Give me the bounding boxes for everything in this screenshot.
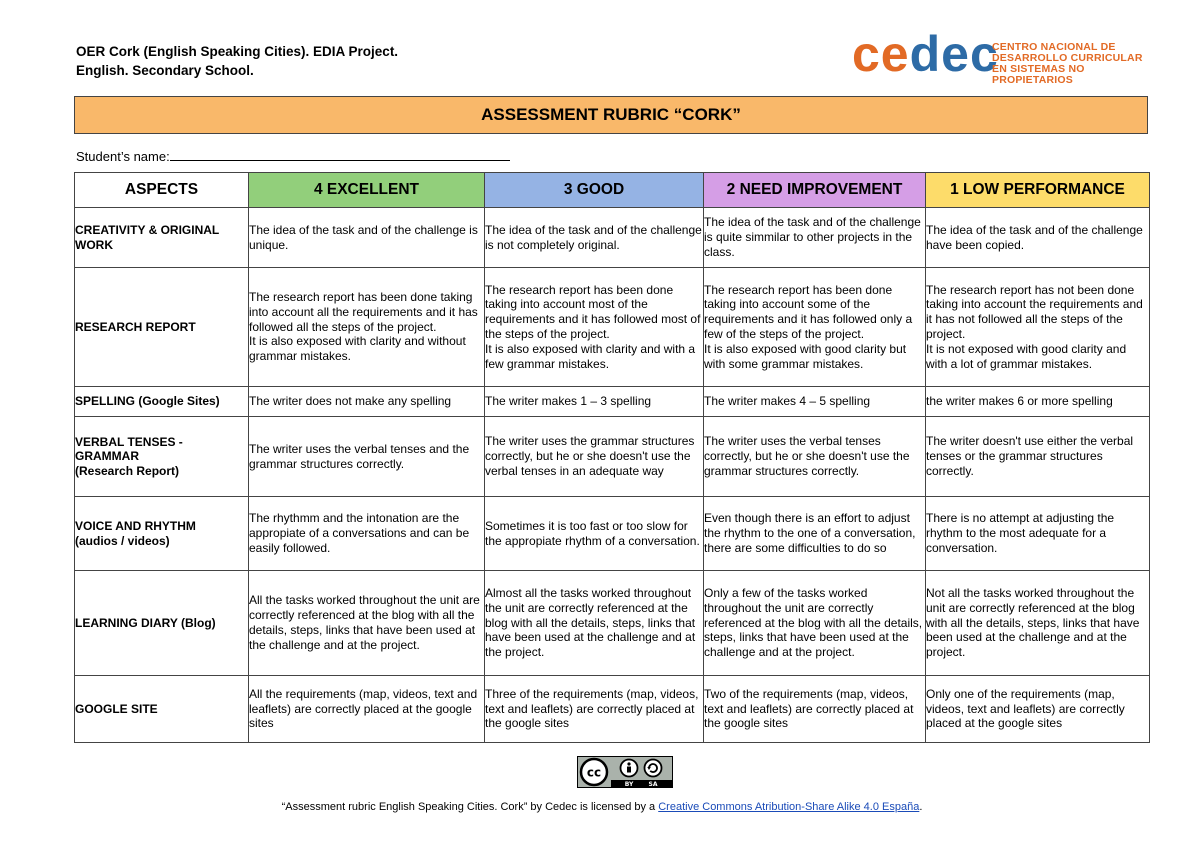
cedec-logo-word — [852, 26, 999, 82]
criteria-cell: The idea of the task and of the challenge is unique. — [249, 208, 485, 268]
student-name-field — [76, 148, 510, 164]
criteria-cell: The rhythmm and the intonation are the appropiate of a conversations and can be easily followed. — [249, 497, 485, 571]
cc-by-sa-badge — [577, 756, 673, 788]
rubric-title: ASSESSMENT RUBRIC “CORK” — [74, 96, 1148, 134]
logo-text-line3: EN SISTEMAS NO PROPIETARIOS — [992, 63, 1085, 86]
criteria-cell: The research report has not been done taking into account the requirements and it has not followed all the steps of the project. It is not exposed with good clarity and with a lot of grammar mistakes. — [926, 268, 1150, 387]
criteria-cell: The writer uses the verbal tenses correctly, but he or she doesn't use the grammar structures correctly. — [704, 417, 926, 497]
aspect-cell: CREATIVITY & ORIGINAL WORK — [75, 208, 249, 268]
column-header-aspects: ASPECTS — [75, 173, 249, 208]
criteria-cell: The idea of the task and of the challenge is not completely original. — [485, 208, 704, 268]
criteria-cell: Even though there is an effort to adjust the rhythm to the one of a conversation, there are some difficulties to do so — [704, 497, 926, 571]
criteria-cell: The research report has been done taking into account most of the requirements and it has followed most of the steps of the project. It is also exposed with clarity and with a few grammar mistakes. — [485, 268, 704, 387]
table-row — [75, 571, 1150, 676]
criteria-cell: Three of the requirements (map, videos, text and leaflets) are correctly placed at the google sites — [485, 676, 704, 743]
criteria-cell: Only a few of the tasks worked throughout the unit are correctly referenced at the blog with all the details, steps, links that have been used at the challenge and at the project. — [704, 571, 926, 676]
logo-word-part2: dec — [909, 26, 999, 82]
criteria-cell: Almost all the tasks worked throughout the unit are correctly referenced at the blog with all the details, steps, links that have been used at the challenge and at the project. — [485, 571, 704, 676]
by-label: BY — [624, 781, 634, 788]
column-header-excellent: 4 EXCELLENT — [249, 173, 485, 208]
criteria-cell: The research report has been done taking into account some of the requirements and it has followed only a few of the steps of the project. It is also exposed with good clarity but with some grammar mistakes. — [704, 268, 926, 387]
cedec-logo — [852, 26, 1152, 86]
aspect-cell: LEARNING DIARY (Blog) — [75, 571, 249, 676]
criteria-cell: The writer makes 4 – 5 spelling — [704, 387, 926, 417]
license-text: “Assessment rubric English Speaking Cities. Cork” by Cedec is licensed by a — [281, 801, 659, 813]
header-line-school: English. Secondary School. — [76, 63, 254, 78]
cedec-logo-text — [992, 42, 1152, 86]
table-row — [75, 497, 1150, 571]
criteria-cell: The research report has been done taking into account all the requirements and it has followed all the steps of the project. It is also exposed with clarity and without grammar mistakes. — [249, 268, 485, 387]
rubric-table — [74, 172, 1150, 743]
criteria-cell: Not all the tasks worked throughout the unit are correctly referenced at the blog with all the details, steps, links that have been used at the challenge and at the project. — [926, 571, 1150, 676]
logo-text-line2: DESARROLLO CURRICULAR — [992, 52, 1143, 64]
license-link[interactable]: Creative Commons Atribution-Share Alike 4.0 España — [658, 801, 920, 813]
aspect-cell: VERBAL TENSES - GRAMMAR (Research Report) — [75, 417, 249, 497]
document-header — [76, 42, 398, 80]
column-header-good: 3 GOOD — [485, 173, 704, 208]
aspect-cell: VOICE AND RHYTHM (audios / videos) — [75, 497, 249, 571]
criteria-cell: There is no attempt at adjusting the rhythm to the most adequate for a conversation. — [926, 497, 1150, 571]
student-name-label: Student’s name: — [76, 149, 170, 164]
criteria-cell: The idea of the task and of the challenge is quite simmilar to other projects in the class. — [704, 208, 926, 268]
criteria-cell: The writer uses the verbal tenses and the grammar structures correctly. — [249, 417, 485, 497]
column-header-low-performance: 1 LOW PERFORMANCE — [926, 173, 1150, 208]
criteria-cell: The writer does not make any spelling — [249, 387, 485, 417]
table-row — [75, 676, 1150, 743]
header-line-project: OER Cork (English Speaking Cities). EDIA Project. — [76, 44, 399, 59]
criteria-cell: Only one of the requirements (map, videos, text and leaflets) are correctly placed at the google sites — [926, 676, 1150, 743]
criteria-cell: The writer doesn't use either the verbal tenses or the grammar structures correctly. — [926, 417, 1150, 497]
criteria-cell: Two of the requirements (map, videos, text and leaflets) are correctly placed at the google sites — [704, 676, 926, 743]
aspect-cell: RESEARCH REPORT — [75, 268, 249, 387]
license-footer — [0, 801, 1204, 813]
cc-icon-label: cc — [586, 765, 602, 780]
logo-text-line1: CENTRO NACIONAL DE — [992, 41, 1116, 53]
table-row — [75, 268, 1150, 387]
sa-share-alike-icon — [645, 760, 662, 777]
logo-word-part1: ce — [852, 26, 910, 82]
criteria-cell: The idea of the task and of the challenge have been copied. — [926, 208, 1150, 268]
aspect-cell: GOOGLE SITE — [75, 676, 249, 743]
license-end: . — [919, 801, 923, 813]
aspect-cell: SPELLING (Google Sites) — [75, 387, 249, 417]
criteria-cell: The writer uses the grammar structures correctly, but he or she doesn't use the verbal tenses in an adequate way — [485, 417, 704, 497]
sa-label: SA — [648, 781, 658, 788]
criteria-cell: the writer makes 6 or more spelling — [926, 387, 1150, 417]
criteria-cell: All the requirements (map, videos, text and leaflets) are correctly placed at the google sites — [249, 676, 485, 743]
criteria-cell: All the tasks worked throughout the unit are correctly referenced at the blog with all the details, steps, links that have been used at the challenge and at the project. — [249, 571, 485, 676]
student-name-blank[interactable] — [170, 148, 510, 161]
column-header-need-improvement: 2 NEED IMPROVEMENT — [704, 173, 926, 208]
table-row — [75, 417, 1150, 497]
table-row — [75, 208, 1150, 268]
table-row — [75, 387, 1150, 417]
criteria-cell: Sometimes it is too fast or too slow for the appropiate rhythm of a conversation. — [485, 497, 704, 571]
rubric-header-row — [75, 173, 1150, 208]
criteria-cell: The writer makes 1 – 3 spelling — [485, 387, 704, 417]
